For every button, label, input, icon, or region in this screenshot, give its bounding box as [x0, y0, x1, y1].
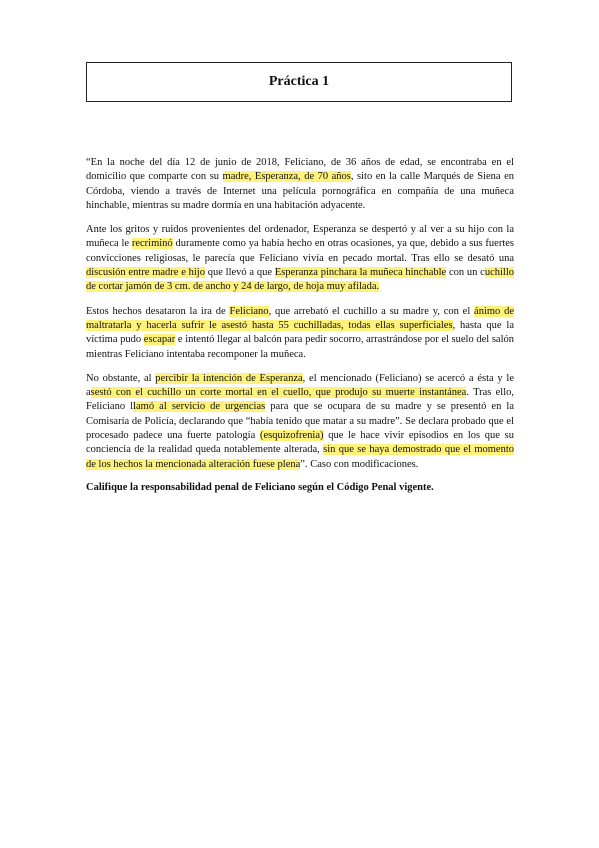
paragraph-1	[86, 156, 514, 213]
highlighted-text: recriminó	[131, 238, 173, 250]
text-run: que llevó a que	[204, 267, 275, 279]
title-box	[86, 62, 512, 102]
highlighted-text: sin que se haya demostrado que el momento de los hechos la mencionada alteración fuese plena	[86, 444, 515, 470]
text-run: “En la noche del día 12 de junio de 2018, Feliciano, de 36 años de edad, se encontraba en el domicilio que comparte con su	[86, 157, 514, 183]
text-run: , sito en la calle Marqués de Siena en Córdoba, viendo a través de Internet una película pornográfica en compañía de una muñeca hinchable, mientras su madre dormía en una habitación adyacente.	[86, 171, 514, 211]
page-title: Práctica 1	[268, 74, 330, 89]
highlighted-text: discusión entre madre e hijo	[86, 267, 205, 279]
highlighted-text: lamó al servicio de urgencias	[133, 401, 266, 413]
text-run: . Tras ello, Feliciano l	[86, 387, 515, 413]
text-run: , el mencionado (Feliciano) se acercó a ésta y le a	[86, 372, 514, 399]
highlighted-text: (esquizofrenia)	[259, 430, 324, 442]
text-run: No obstante, al	[86, 372, 156, 384]
paragraph-3	[86, 305, 514, 362]
highlighted-text: percibir la intención de Esperanza	[155, 372, 303, 384]
highlighted-text: sestó con el cuchillo un corte mortal en el cuello, que produjo su muerte instantánea	[90, 387, 467, 399]
document-body	[86, 156, 514, 505]
text-run: e intentó llegar al balcón para pedir socorro, arrastrándose por el suelo del salón mientras Feliciano intentaba recomponer la muñeca.	[86, 334, 514, 360]
paragraph-2	[86, 223, 514, 294]
text-run: , que arrebató el cuchillo a su madre y, con el	[268, 305, 475, 317]
highlighted-text: Feliciano	[229, 305, 269, 317]
highlighted-text: Esperanza pinchara la muñeca hinchable	[274, 267, 447, 279]
question: Califique la responsabilidad penal de Feliciano según el Código Penal vigente.	[86, 481, 434, 493]
highlighted-text: escapar	[143, 334, 176, 346]
text-run: que le hace vivir episodios en los que su conciencia de la realidad queda notablemente alterada,	[86, 430, 514, 456]
text-run: para que se ocupara de su madre y se presentó en la Comisaría de Policía, declarando que “había tenido que matar a su madre”. Se declara probado que el procesado padece una fuerte patología	[86, 401, 514, 442]
highlighted-text: madre, Esperanza, de 70 años	[222, 171, 351, 183]
text-run: Ante los gritos y ruidos provenientes del ordenador, Esperanza se despertó y al ver a su hijo con la muñeca le	[86, 224, 514, 250]
text-run: duramente como ya había hecho en otras ocasiones, ya que, debido a sus fuertes convicciones religiosas, le parecía que Feliciano vivía en pecado mortal. Tras ello se desató una	[86, 238, 514, 264]
text-run: con un c	[446, 267, 485, 279]
text-run: Estos hechos desataron la ira de	[86, 305, 230, 317]
text-run: ”. Caso con modificaciones.	[300, 458, 419, 470]
highlighted-text: uchillo de cortar jamón de 3 cm. de ancho y 24 de largo, de hoja muy afilada.	[86, 267, 515, 293]
highlighted-text: ánimo de maltratarla y hacerla sufrir le asestó hasta 55 cuchilladas, todas ellas superficiales	[86, 305, 514, 331]
paragraph-4	[86, 372, 514, 472]
text-run: , hasta que la víctima pudo	[86, 319, 514, 346]
